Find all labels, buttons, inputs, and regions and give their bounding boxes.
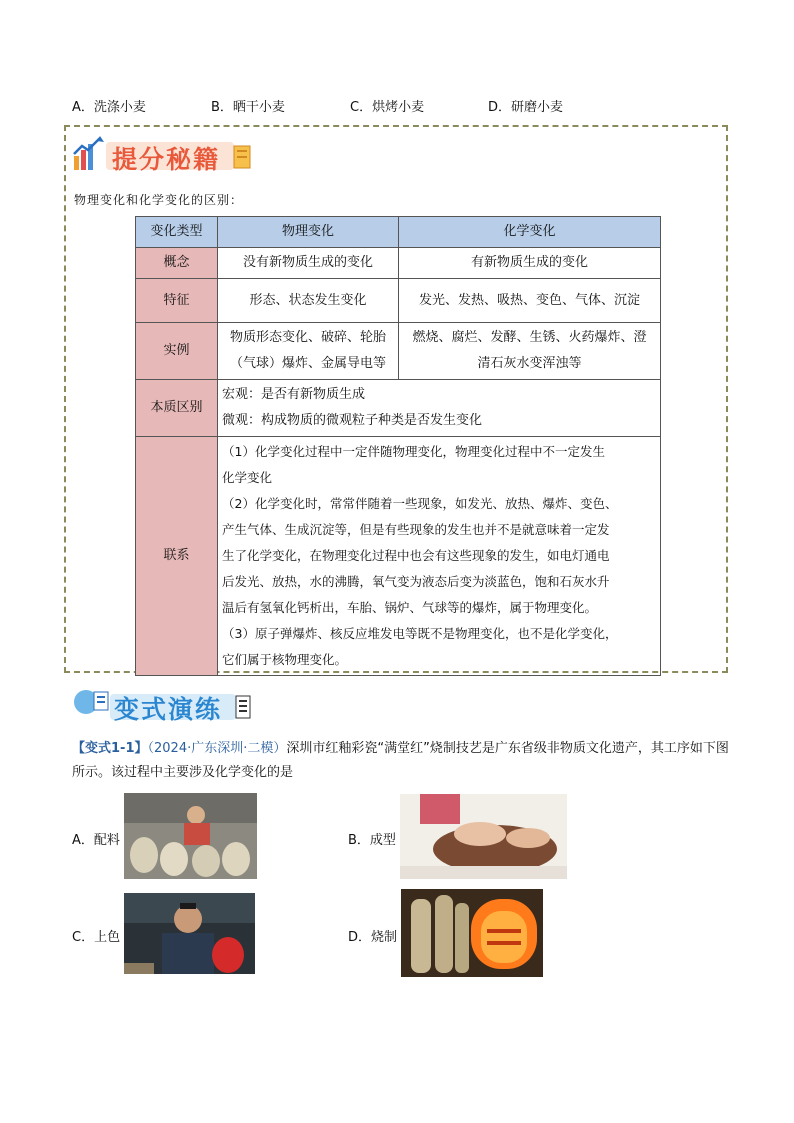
cell-line: 生了化学变化，在物理变化过程中也会有这些现象的发生，如电灯通电 — [222, 548, 610, 563]
intro-text: 物理变化和化学变化的区别： — [74, 193, 244, 207]
cell-physical: 形态、状态发生变化 — [218, 279, 399, 323]
cell-line: 化学变化 — [222, 470, 273, 485]
question-tag: 【变式1-1】 — [72, 741, 148, 756]
cell-line: 后发光、放热，水的沸腾，氧气变为液态后变为淡蓝色，饱和石灰水升 — [222, 574, 610, 589]
cell-line: 清石灰水变浑浊等 — [477, 356, 582, 371]
question-source: （2024·广东深圳·二模） — [147, 741, 287, 756]
option-b[interactable]: B．晒干小麦 — [211, 100, 285, 115]
cell-line: （3）原子弹爆炸、核反应堆发电等既不是物理变化，也不是化学变化， — [222, 626, 618, 641]
tips-banner — [72, 134, 257, 174]
question-stem — [72, 737, 732, 785]
photo-firing-art — [401, 889, 543, 977]
cell-line: 物质形态变化、破碎、轮胎 — [229, 330, 386, 345]
practice-banner — [72, 686, 257, 724]
choice-d-label[interactable]: D．烧制 — [348, 930, 398, 945]
tips-banner-title: 提分秘籍 — [112, 145, 221, 174]
practice-banner-title: 变式演练 — [114, 695, 223, 724]
photo-batching-art — [124, 793, 257, 879]
cell-line: 温后有氢氧化钙析出，车胎、锅炉、气球等的爆炸，属于物理变化。 — [222, 600, 598, 615]
cell-line: 产生气体、生成沉淀等，但是有些现象的发生也并不是就意味着一定发 — [222, 522, 610, 537]
cell-chemical — [399, 323, 661, 380]
table-row — [136, 437, 661, 676]
option-d[interactable]: D．研磨小麦 — [488, 100, 564, 115]
row-label: 联系 — [136, 437, 218, 676]
photo-shaping-art — [400, 794, 567, 879]
photo-batching — [124, 793, 257, 879]
cell-line: 燃烧、腐烂、发酵、生锈、火药爆炸、澄 — [412, 330, 647, 345]
cell-chemical: 有新物质生成的变化 — [399, 248, 661, 279]
row-label: 特征 — [136, 279, 218, 323]
photo-coloring — [124, 893, 255, 974]
header-chemical: 化学变化 — [399, 217, 661, 248]
table-row — [136, 323, 661, 380]
photo-shaping — [400, 794, 567, 879]
cell-relation — [218, 437, 661, 676]
cell-line: （气球）爆炸、金属导电等 — [229, 356, 386, 371]
choice-b-label[interactable]: B．成型 — [348, 833, 396, 848]
option-a[interactable]: A．洗涤小麦 — [72, 100, 146, 115]
cell-physical — [218, 323, 399, 380]
photo-firing — [401, 889, 543, 977]
table-row — [136, 380, 661, 437]
cell-line: 宏观：是否有新物质生成 — [222, 387, 366, 402]
row-label: 概念 — [136, 248, 218, 279]
cell-line: 它们属于核物理变化。 — [222, 652, 348, 667]
cell-chemical: 发光、发热、吸热、变色、气体、沉淀 — [399, 279, 661, 323]
header-type: 变化类型 — [136, 217, 218, 248]
cell-line: （2）化学变化时，常常伴随着一些现象，如发光、放热、爆炸、变色、 — [222, 496, 618, 511]
cell-line: 微观：构成物质的微观粒子种类是否发生变化 — [222, 413, 483, 428]
row-label: 本质区别 — [136, 380, 218, 437]
header-physical: 物理变化 — [218, 217, 399, 248]
cell-physical: 没有新物质生成的变化 — [218, 248, 399, 279]
cell-essence — [218, 380, 661, 437]
option-c[interactable]: C．烘烤小麦 — [350, 100, 425, 115]
cell-line: （1）化学变化过程中一定伴随物理变化，物理变化过程中不一定发生 — [222, 444, 605, 459]
choice-c-label[interactable]: C．上色 — [72, 930, 121, 945]
table-row — [136, 279, 661, 323]
choice-a-label[interactable]: A．配料 — [72, 833, 120, 848]
comparison-table — [135, 216, 661, 676]
table-row — [136, 248, 661, 279]
photo-coloring-art — [124, 893, 255, 974]
row-label: 实例 — [136, 323, 218, 380]
question-text: 深圳市红釉彩瓷“满堂红”烧制技艺是广东省级非物质文化遗产，其工序如下图所示。该过程中主要涉及化学变化的是 — [72, 741, 729, 780]
table-header-row — [136, 217, 661, 248]
